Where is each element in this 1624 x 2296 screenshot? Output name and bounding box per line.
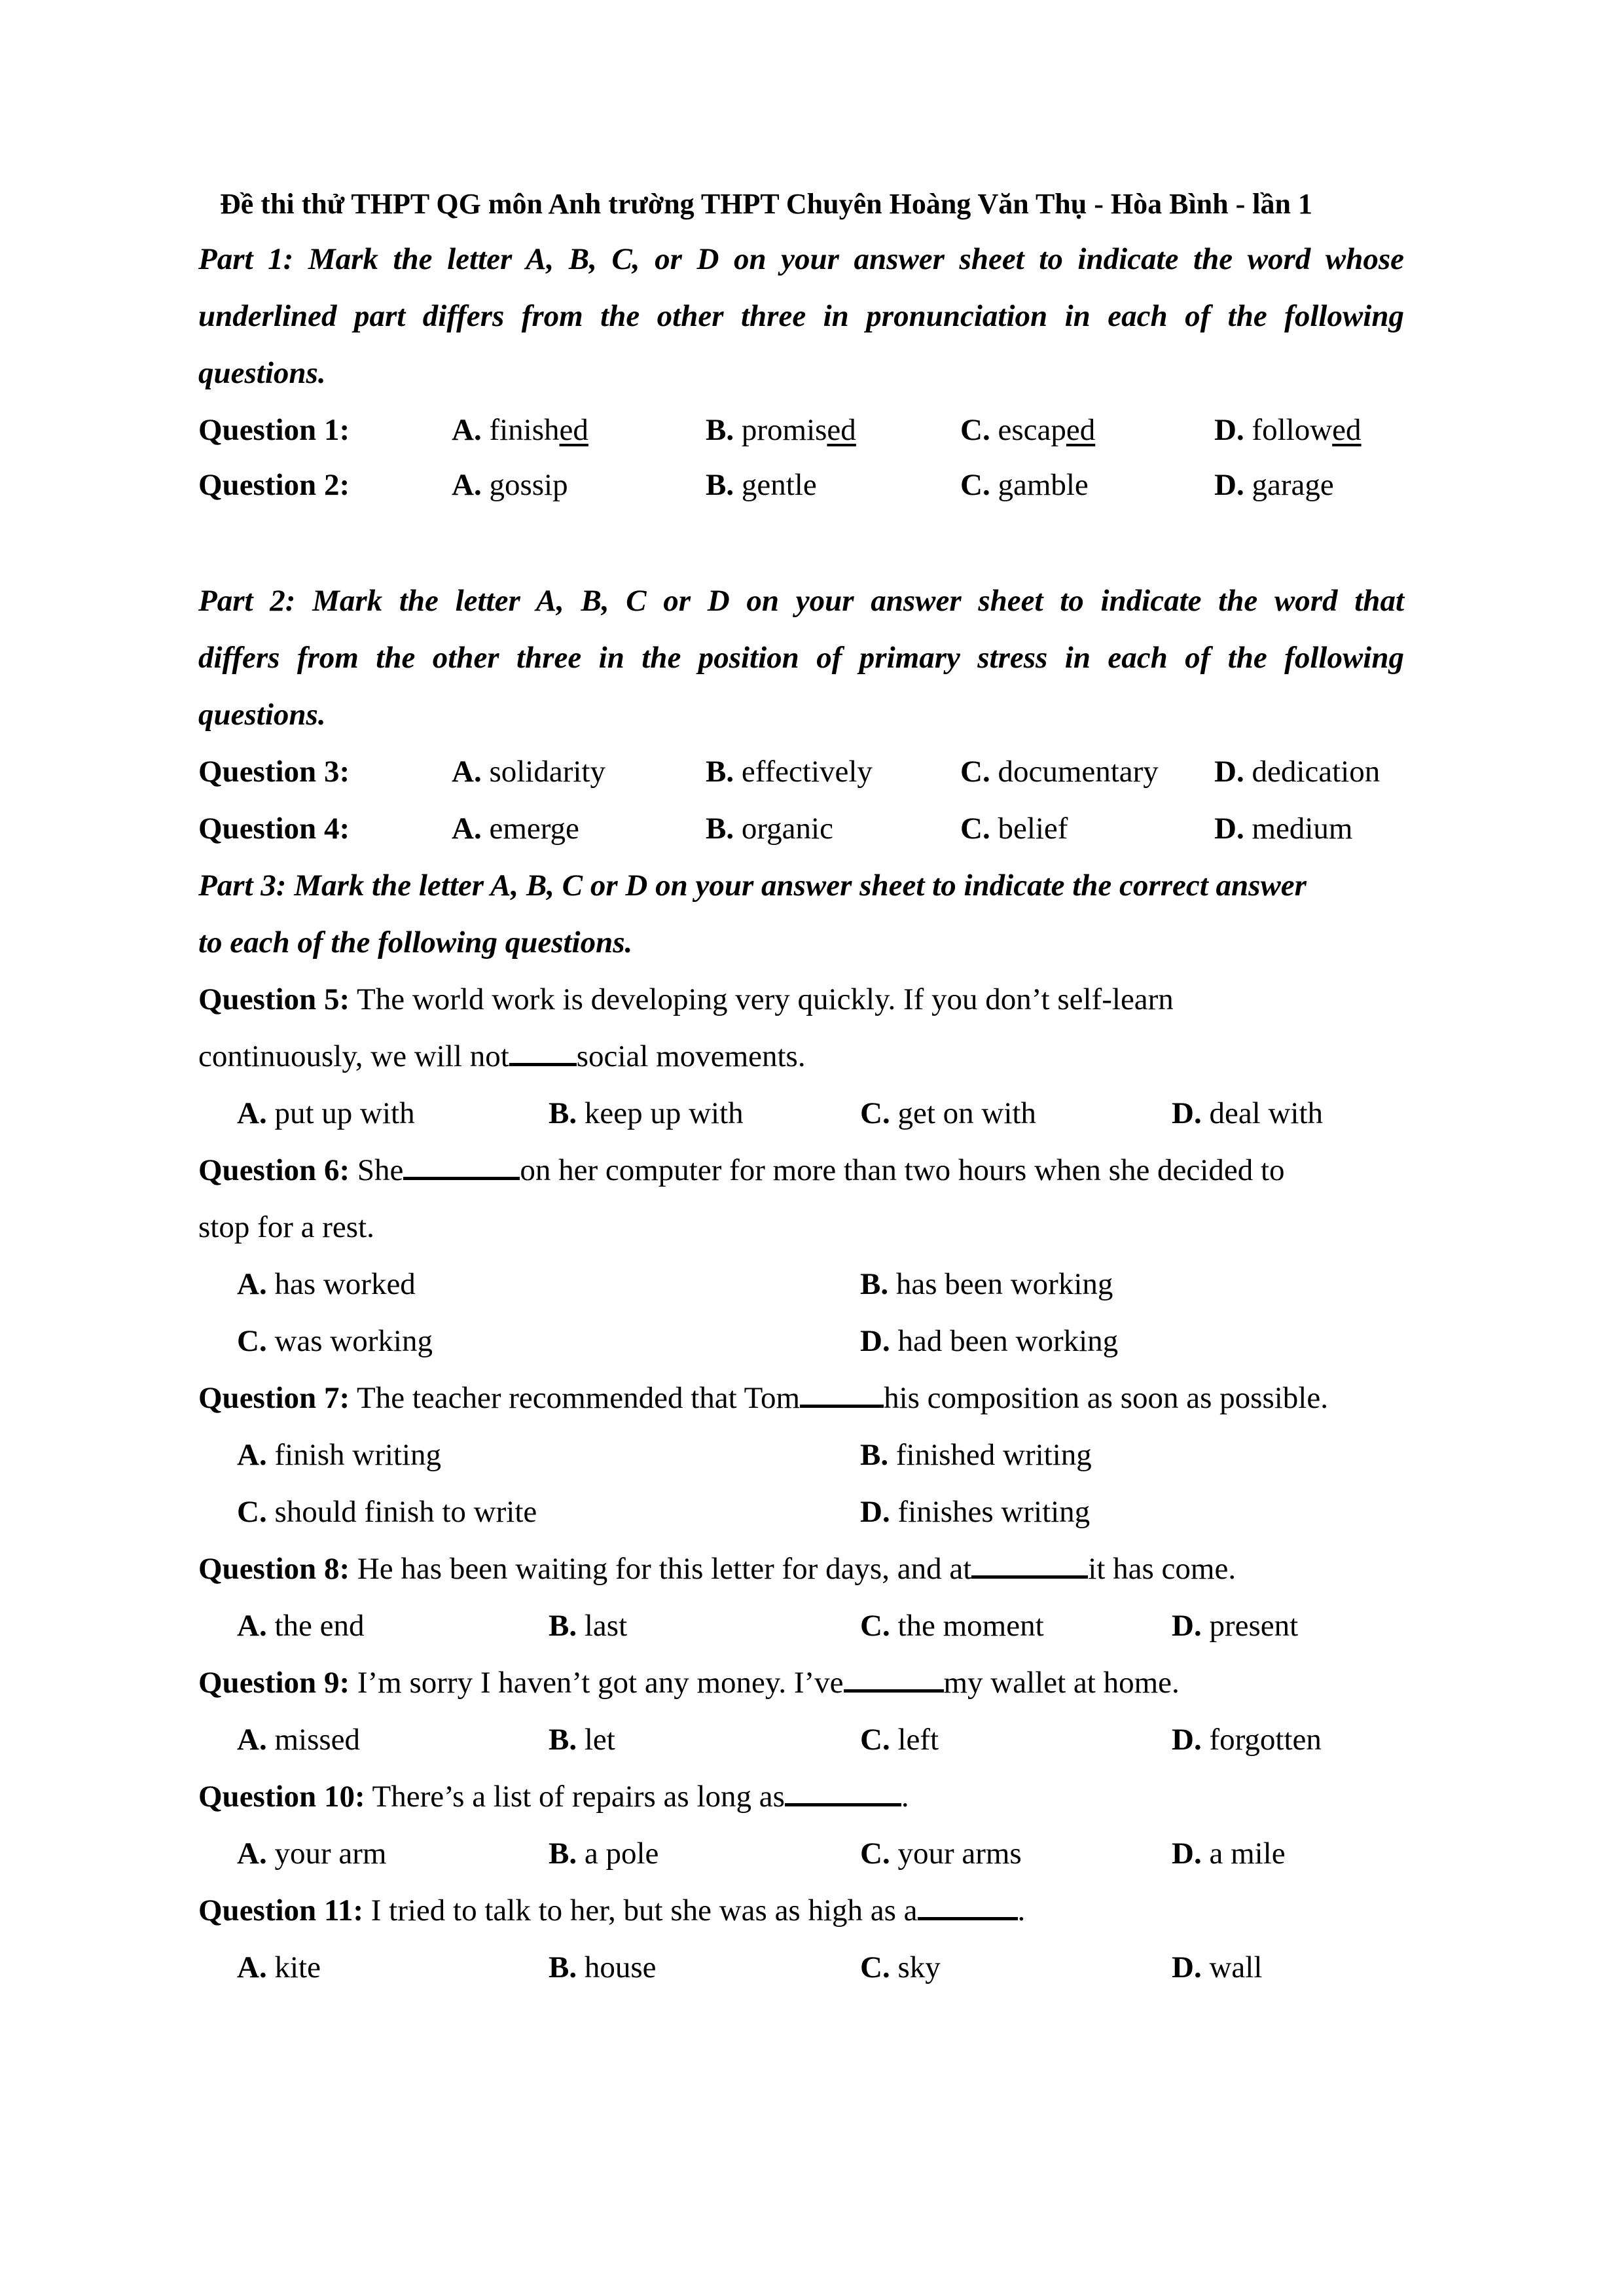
option-letter: A. <box>237 1267 267 1301</box>
q10-option-a[interactable] <box>237 1834 386 1873</box>
option-text: finish <box>489 413 560 447</box>
answer-blank <box>971 1549 1088 1579</box>
option-letter: D. <box>1172 1096 1202 1130</box>
option-text: get on with <box>897 1096 1036 1130</box>
option-text: should finish to write <box>274 1495 537 1529</box>
option-text: medium <box>1252 812 1353 846</box>
page-title: Đề thi thử THPT QG môn Anh trường THPT Chuyên Hoàng Văn Thụ - Hòa Bình - lần 1 <box>220 188 1312 220</box>
q1-option-a[interactable] <box>452 410 588 450</box>
option-text: last <box>584 1609 628 1643</box>
option-letter: D. <box>1214 755 1244 789</box>
q9-option-a[interactable] <box>237 1720 360 1759</box>
option-letter: C. <box>960 468 990 502</box>
option-letter: A. <box>452 755 482 789</box>
q4-option-b[interactable] <box>706 809 833 848</box>
answer-blank <box>844 1663 944 1693</box>
stem-text: it has come. <box>1088 1552 1236 1586</box>
part1-instruction-line1: Part 1: Mark the letter A, B, C, or D on your answer sheet to indicate the word whose <box>198 242 1404 276</box>
q10-option-d[interactable] <box>1172 1834 1286 1873</box>
option-letter: B. <box>549 1950 577 1984</box>
option-letter: C. <box>960 413 990 447</box>
option-text: organic <box>741 812 833 846</box>
part3-instruction-line2: to each of the following questions. <box>198 925 633 960</box>
question-11-stem <box>198 1891 1025 1930</box>
underlined-part: ed <box>559 413 588 447</box>
underlined-part: g <box>489 468 505 502</box>
option-text: the end <box>274 1609 365 1643</box>
stem-text: I tried to talk to her, but she was as high as a <box>370 1893 918 1928</box>
q10-option-c[interactable] <box>860 1834 1022 1873</box>
q2-option-d[interactable] <box>1214 465 1334 505</box>
stem-text: my wallet at home. <box>943 1666 1180 1700</box>
q2-option-c[interactable] <box>960 465 1089 505</box>
q7-option-c[interactable] <box>237 1492 537 1532</box>
option-text: finishes writing <box>897 1495 1091 1529</box>
option-text: dedication <box>1252 755 1380 789</box>
stem-text: social movements. <box>576 1039 806 1073</box>
option-letter: B. <box>706 812 734 846</box>
stem-text: continuously, we will not <box>198 1039 509 1073</box>
part3-instruction-line1: Part 3: Mark the letter A, B, C or D on your answer sheet to indicate the correct answer <box>198 869 1307 903</box>
q11-option-b[interactable] <box>549 1948 657 1987</box>
option-text: solidarity <box>489 755 605 789</box>
question-9-stem <box>198 1663 1180 1702</box>
q11-option-c[interactable] <box>860 1948 941 1987</box>
question-10-stem <box>198 1777 909 1816</box>
underlined-part: g <box>741 468 757 502</box>
underlined-part: ed <box>1332 413 1362 447</box>
q6-option-c[interactable] <box>237 1321 433 1361</box>
question-5-label: Question 5: <box>198 982 350 1016</box>
q5-option-c[interactable] <box>860 1094 1036 1133</box>
q4-option-d[interactable] <box>1214 809 1353 848</box>
q3-option-a[interactable] <box>452 752 605 791</box>
question-8-stem <box>198 1549 1236 1588</box>
option-text: deal with <box>1209 1096 1324 1130</box>
option-text: sky <box>897 1950 941 1984</box>
question-11-label: Question 11: <box>198 1893 364 1928</box>
option-text: wall <box>1209 1950 1263 1984</box>
q8-option-a[interactable] <box>237 1606 364 1645</box>
q5-option-d[interactable] <box>1172 1094 1323 1133</box>
question-3-label: Question 3: <box>198 755 350 789</box>
q9-option-d[interactable] <box>1172 1720 1322 1759</box>
q3-option-d[interactable] <box>1214 752 1380 791</box>
stem-text: . <box>901 1780 909 1814</box>
option-text: entle <box>757 468 817 502</box>
question-8-label: Question 8: <box>198 1552 350 1586</box>
option-letter: B. <box>549 1096 577 1130</box>
q10-option-b[interactable] <box>549 1834 659 1873</box>
option-text: follow <box>1252 413 1333 447</box>
option-text: finish writing <box>274 1438 442 1472</box>
option-letter: D. <box>1214 812 1244 846</box>
q9-option-b[interactable] <box>549 1720 615 1759</box>
option-text: the moment <box>897 1609 1044 1643</box>
option-text: belief <box>998 812 1068 846</box>
option-text: has worked <box>274 1267 416 1301</box>
q3-option-b[interactable] <box>706 752 873 791</box>
option-letter: B. <box>706 755 734 789</box>
option-letter: D. <box>1214 413 1244 447</box>
question-2-label: Question 2: <box>198 468 350 502</box>
underlined-part: g <box>1252 468 1267 502</box>
option-letter: C. <box>860 1950 890 1984</box>
option-text: ossip <box>504 468 568 502</box>
part1-instruction-line3: questions. <box>198 356 326 390</box>
question-5-stem <box>198 980 1174 1019</box>
question-6-label: Question 6: <box>198 1153 350 1187</box>
option-text: effectively <box>741 755 873 789</box>
option-letter: A. <box>237 1723 267 1757</box>
option-text: escap <box>998 413 1066 447</box>
option-letter: A. <box>237 1438 267 1472</box>
option-letter: C. <box>860 1609 890 1643</box>
stem-text: his composition as soon as possible. <box>884 1381 1328 1415</box>
q8-option-c[interactable] <box>860 1606 1044 1645</box>
option-letter: D. <box>1172 1950 1202 1984</box>
answer-blank <box>800 1378 884 1408</box>
part2-instruction-line3: questions. <box>198 698 326 732</box>
option-letter: B. <box>549 1837 577 1871</box>
question-7-label: Question 7: <box>198 1381 350 1415</box>
option-letter: A. <box>452 812 482 846</box>
option-letter: D. <box>1172 1837 1202 1871</box>
q4-option-c[interactable] <box>960 809 1068 848</box>
option-letter: A. <box>237 1837 267 1871</box>
option-letter: A. <box>452 468 482 502</box>
option-text: a mile <box>1209 1837 1286 1871</box>
stem-text: There’s a list of repairs as long as <box>372 1780 785 1814</box>
option-text: put up with <box>274 1096 415 1130</box>
stem-text: He has been waiting for this letter for days, and at <box>357 1552 972 1586</box>
option-letter: D. <box>1214 468 1244 502</box>
stem-text: I’m sorry I haven’t got any money. I’ve <box>357 1666 844 1700</box>
stem-text: on her computer for more than two hours when she decided to <box>520 1153 1285 1187</box>
question-10-label: Question 10: <box>198 1780 365 1814</box>
option-text: forgotten <box>1209 1723 1322 1757</box>
option-letter: B. <box>860 1438 889 1472</box>
answer-blank <box>403 1151 520 1180</box>
q11-option-d[interactable] <box>1172 1948 1262 1987</box>
q1-option-d[interactable] <box>1214 410 1362 450</box>
option-letter: A. <box>237 1609 267 1643</box>
stem-text: The world work is developing very quickly. If you don’t self-learn <box>357 982 1174 1016</box>
q7-option-b[interactable] <box>860 1435 1092 1475</box>
q4-option-a[interactable] <box>452 809 579 848</box>
q1-option-b[interactable] <box>706 410 856 450</box>
question-1-label: Question 1: <box>198 413 350 447</box>
option-letter: C. <box>860 1096 890 1130</box>
part2-instruction-line1: Part 2: Mark the letter A, B, C or D on your answer sheet to indicate the word that <box>198 584 1404 618</box>
option-text: present <box>1209 1609 1299 1643</box>
option-text: emerge <box>489 812 579 846</box>
question-6-stem <box>198 1151 1285 1190</box>
option-letter: B. <box>860 1267 889 1301</box>
stem-text: . <box>1017 1893 1026 1928</box>
option-text: amble <box>1013 468 1089 502</box>
option-text: your arms <box>897 1837 1022 1871</box>
underlined-part: g <box>998 468 1013 502</box>
question-7-stem <box>198 1378 1328 1418</box>
option-text: promis <box>741 413 827 447</box>
question-9-label: Question 9: <box>198 1666 350 1700</box>
option-text: your arm <box>274 1837 387 1871</box>
stem-text: She <box>357 1153 404 1187</box>
option-text: let <box>584 1723 615 1757</box>
answer-blank <box>509 1037 577 1066</box>
q8-option-b[interactable] <box>549 1606 627 1645</box>
q7-option-d[interactable] <box>860 1492 1090 1532</box>
option-letter: D. <box>860 1324 890 1358</box>
question-6-stem-line2: stop for a rest. <box>198 1210 374 1244</box>
option-text: missed <box>274 1723 361 1757</box>
part1-instruction-line2: underlined part differs from the other three in pronunciation in each of the following <box>198 299 1404 333</box>
question-5-stem-line2 <box>198 1037 806 1076</box>
stem-text: The teacher recommended that Tom <box>357 1381 801 1415</box>
q2-option-a[interactable] <box>452 465 568 505</box>
option-text: a pole <box>584 1837 659 1871</box>
option-letter: B. <box>706 413 734 447</box>
answer-blank <box>785 1777 901 1806</box>
option-letter: C. <box>860 1837 890 1871</box>
option-text: house <box>584 1950 657 1984</box>
q1-option-c[interactable] <box>960 410 1095 450</box>
option-letter: A. <box>237 1096 267 1130</box>
q6-option-b[interactable] <box>860 1265 1113 1304</box>
option-text: has been working <box>895 1267 1113 1301</box>
option-text: finished writing <box>895 1438 1092 1472</box>
option-text: kite <box>274 1950 321 1984</box>
option-letter: C. <box>960 812 990 846</box>
q6-option-a[interactable] <box>237 1265 416 1304</box>
underlined-part: ed <box>827 413 856 447</box>
option-letter: B. <box>549 1723 577 1757</box>
option-text: keep up with <box>584 1096 744 1130</box>
option-letter: C. <box>960 755 990 789</box>
option-letter: D. <box>1172 1609 1202 1643</box>
q6-option-d[interactable] <box>860 1321 1118 1361</box>
q7-option-a[interactable] <box>237 1435 441 1475</box>
option-letter: C. <box>860 1723 890 1757</box>
option-letter: C. <box>237 1324 267 1358</box>
option-text: had been working <box>897 1324 1119 1358</box>
option-letter: A. <box>237 1950 267 1984</box>
option-text: left <box>897 1723 939 1757</box>
q5-option-b[interactable] <box>549 1094 744 1133</box>
option-text: documentary <box>998 755 1159 789</box>
option-letter: D. <box>860 1495 890 1529</box>
option-letter: A. <box>452 413 482 447</box>
q8-option-d[interactable] <box>1172 1606 1298 1645</box>
answer-blank <box>918 1891 1018 1920</box>
question-4-label: Question 4: <box>198 812 350 846</box>
option-letter: B. <box>549 1609 577 1643</box>
option-text: arage <box>1267 468 1334 502</box>
q9-option-c[interactable] <box>860 1720 939 1759</box>
part2-instruction-line2: differs from the other three in the position of primary stress in each of the following <box>198 641 1404 675</box>
option-letter: C. <box>237 1495 267 1529</box>
option-letter: D. <box>1172 1723 1202 1757</box>
underlined-part: ed <box>1066 413 1096 447</box>
q2-option-b[interactable] <box>706 465 817 505</box>
option-text: was working <box>274 1324 433 1358</box>
q3-option-c[interactable] <box>960 752 1159 791</box>
q5-option-a[interactable] <box>237 1094 415 1133</box>
option-letter: B. <box>706 468 734 502</box>
q11-option-a[interactable] <box>237 1948 321 1987</box>
